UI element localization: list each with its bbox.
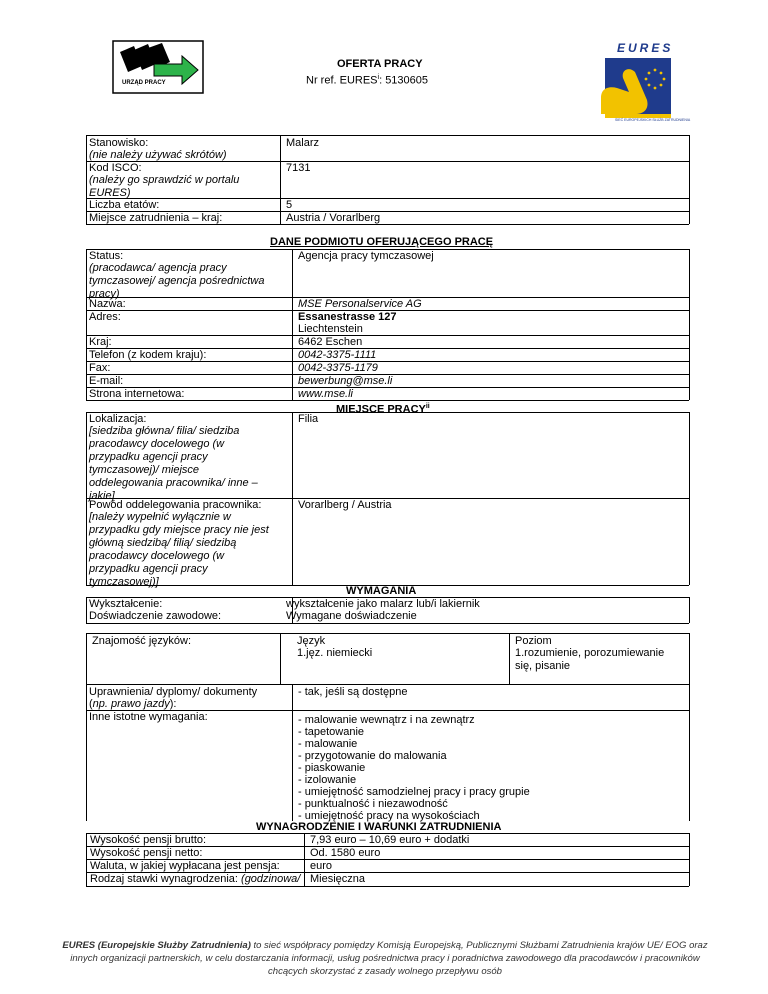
urzad-pracy-logo <box>112 40 204 94</box>
wyksztalcenie-label: Wykształcenie: <box>89 598 163 610</box>
inne-list-item: - izolowanie <box>298 774 357 786</box>
email-label: E-mail: <box>89 375 124 387</box>
adres-label: Adres: <box>89 311 121 323</box>
employer-heading: DANE PODMIOTU OFERUJĄCEGO PRACĘ <box>270 236 494 248</box>
www-value[interactable]: www.mse.li <box>298 388 354 400</box>
urzad-pracy-logo-text: URZĄD PRACY <box>122 80 166 86</box>
brutto-label: Wysokość pensji brutto: <box>90 834 207 846</box>
wyksztalcenie-value: wykształcenie jako malarz lub/i lakiernik <box>286 598 480 610</box>
left-border <box>86 249 87 400</box>
powod-note: [należy wypełnić wyłącznie w przypadku gdy miejsce pracy nie jest główną siedzibą/ filią/ siedzibą pracodawcy docelowego (w przypadku agencji pracy tymczasowej)] <box>89 511 269 588</box>
inne-list-item: - malowanie <box>298 738 358 750</box>
doswiadczenie-label: Doświadczenie zawodowe: <box>89 610 222 622</box>
kraj-label: Kraj: <box>89 336 112 348</box>
reference-number <box>306 71 428 88</box>
brutto-value: 7,93 euro – 10,69 euro + dodatki <box>310 834 470 846</box>
eures-logo <box>595 41 691 130</box>
workplace-footnote-mark: ii <box>425 403 430 410</box>
inne-label: Inne istotne wymagania: <box>89 711 208 723</box>
reference-prefix: Nr ref. EURES <box>306 74 378 87</box>
uprawnienia-note-text: np. prawo jazdy <box>92 698 170 710</box>
rodzaj-label <box>90 873 300 886</box>
fax-label: Fax: <box>89 362 111 374</box>
nazwa-value: MSE Personalservice AG <box>298 298 422 310</box>
eures-logo-text: EURES <box>617 41 674 55</box>
telefon-label: Telefon (z kodem kraju): <box>89 349 207 361</box>
eures-logo-subtitle: SIEĆ EUROPEJSKICH SŁUŻB ZATRUDNIENIA <box>615 118 691 122</box>
nazwa-label: Nazwa: <box>89 298 126 310</box>
etaty-label: Liczba etatów: <box>89 199 160 211</box>
adres-line1: Essanestrasse 127 <box>298 311 397 323</box>
netto-label: Wysokość pensji netto: <box>90 847 203 859</box>
miejsce-value: Austria / Vorarlberg <box>286 212 381 224</box>
inne-list-item: - piaskowanie <box>298 762 366 774</box>
inne-list-item: - tapetowanie <box>298 726 365 738</box>
adres-line2: Liechtenstein <box>298 323 363 335</box>
table1-top-border <box>86 135 689 136</box>
inne-list-item: - malowanie wewnątrz i na zewnątrz <box>298 714 475 726</box>
row-divider <box>86 623 689 624</box>
jezyk-header: Język <box>297 635 326 647</box>
fax-value: 0042-3375-1179 <box>298 362 378 374</box>
salary-heading: WYNAGRODZENIE I WARUNKI ZATRUDNIENIA <box>256 821 502 833</box>
status-value: Agencja pracy tymczasowej <box>298 250 434 262</box>
powod-value: Vorarlberg / Austria <box>298 499 392 511</box>
workplace-heading <box>336 400 430 417</box>
miejsce-label: Miejsce zatrudnienia – kraj: <box>89 212 223 224</box>
stanowisko-note: (nie należy używać skrótów) <box>89 149 227 161</box>
poziom-header: Poziom <box>515 635 552 647</box>
mid-border <box>280 633 281 684</box>
row-divider <box>86 684 689 685</box>
uprawnienia-note-close: ): <box>169 698 177 710</box>
telefon-value: 0042-3375-1111 <box>298 349 377 361</box>
row-divider <box>86 335 689 336</box>
table1-right-border <box>689 135 690 224</box>
waluta-label: Waluta, w jakiej wypłacana jest pensja: <box>90 860 280 872</box>
inne-list-item: - punktualność i niezawodność <box>298 798 448 810</box>
jezyki-label: Znajomość języków: <box>92 635 192 647</box>
workplace-heading-text: MIEJSCE PRACY <box>336 403 426 416</box>
reference-value: : 5130605 <box>379 74 429 87</box>
footer-text: to sieć współpracy pomiędzy Komisją Europejską, Publicznymi Służbami Zatrudnienia krajów UE/ EOG oraz innych organizacji partnerskich, w celu dostarczania informacji, usług pośrednictwa pracy i poradnictwa zawodowego dla pracodawców i pracowników chcących skorzystać z zasady wolnego przepływu osób <box>70 940 708 977</box>
jezyk-value: 1.jęz. niemiecki <box>297 647 373 659</box>
row-divider <box>86 412 689 413</box>
lang-split-border <box>509 633 510 684</box>
footer-bold: EURES (Europejskie Służby Zatrudnienia) <box>62 940 251 951</box>
left-border <box>86 684 87 821</box>
stanowisko-label: Stanowisko: <box>89 137 149 149</box>
email-value[interactable]: bewerbung@mse.li <box>298 375 393 387</box>
isco-label: Kod ISCO: <box>89 162 142 174</box>
etaty-value: 5 <box>286 199 293 211</box>
lokalizacja-value: Filia <box>298 413 319 425</box>
rodzaj-value: Miesięczna <box>310 873 366 885</box>
lokalizacja-label: Lokalizacja: <box>89 413 147 425</box>
rodzaj-note: (godzinowa/ <box>241 873 301 885</box>
page-title: OFERTA PRACY <box>337 58 423 70</box>
waluta-value: euro <box>310 860 333 872</box>
right-border <box>689 633 690 684</box>
mid-border <box>292 249 293 400</box>
left-border <box>86 597 87 623</box>
netto-value: Od. 1580 euro <box>310 847 381 859</box>
row-divider <box>86 633 689 634</box>
status-label: Status: <box>89 250 124 262</box>
right-border <box>689 833 690 886</box>
inne-list-item: - przygotowanie do malowania <box>298 750 447 762</box>
inne-list-item: - umiejętność pracy na wysokościach <box>298 810 480 822</box>
row-divider <box>86 886 689 887</box>
lokalizacja-note: [siedziba główna/ filia/ siedziba pracodawcy docelowego (w przypadku agencji pracy tymczasowej)/ miejsce oddelegowania pracownika/ inne – jakie] <box>89 425 258 502</box>
right-border <box>689 597 690 623</box>
footer-note <box>60 939 710 978</box>
requirements-heading: WYMAGANIA <box>346 585 417 597</box>
left-border <box>86 633 87 684</box>
isco-note: (należy go sprawdzić w portalu EURES) <box>89 174 240 199</box>
uprawnienia-label: Uprawnienia/ dyplomy/ dokumenty <box>89 686 258 698</box>
inne-list-item: - umiejętność samodzielnej pracy i pracy grupie <box>298 786 530 798</box>
stanowisko-value: Malarz <box>286 137 320 149</box>
doswiadczenie-value: Wymagane doświadczenie <box>286 610 417 622</box>
right-border <box>689 684 690 821</box>
www-label: Strona internetowa: <box>89 388 185 400</box>
status-note: (pracodawca/ agencja pracy tymczasowej/ agencja pośrednictwa pracy) <box>89 262 265 300</box>
isco-value: 7131 <box>286 162 311 174</box>
right-border <box>689 412 690 585</box>
rodzaj-label-text: Rodzaj stawki wynagrodzenia: <box>90 873 238 885</box>
poziom-value: 1.rozumienie, porozumiewanie się, pisanie <box>515 647 665 672</box>
eures-logo-graphic <box>595 42 677 130</box>
mid-border <box>292 684 293 821</box>
reference-footnote-mark: i <box>377 74 380 81</box>
kraj-value: 6462 Eschen <box>298 336 363 348</box>
uprawnienia-note-open: ( <box>89 698 93 710</box>
uprawnienia-note <box>89 698 176 711</box>
powod-label: Powód oddelegowania pracownika: <box>89 499 262 511</box>
right-border <box>689 249 690 400</box>
uprawnienia-value: - tak, jeśli są dostępne <box>298 686 408 698</box>
